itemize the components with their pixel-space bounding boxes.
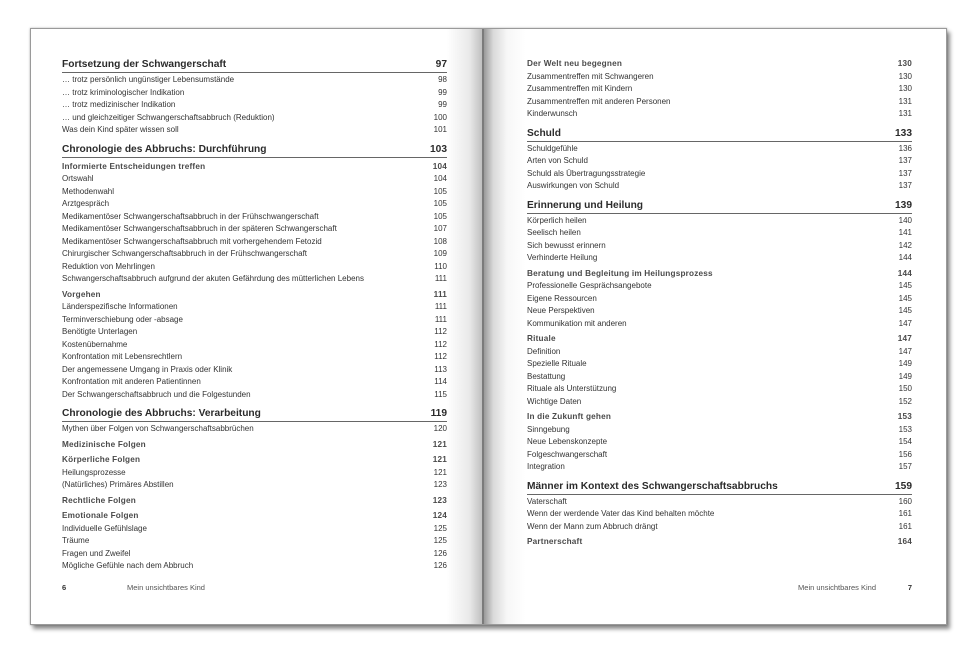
toc-entry-page: 130 [898, 71, 912, 81]
toc-entry [62, 467, 447, 480]
toc-chapter [62, 143, 447, 158]
toc-entry [527, 508, 912, 521]
toc-entry-page: 111 [434, 302, 447, 311]
toc-entry-title: Kostenübernahme [62, 339, 128, 349]
toc-entry-title: Reduktion von Mehrlingen [62, 261, 155, 271]
toc-entry-title: Folgeschwangerschaft [527, 449, 608, 459]
toc-entry-page: 147 [898, 318, 912, 328]
toc-section-page: 124 [432, 511, 447, 520]
toc-entry-title: Schuldgefühle [527, 143, 578, 153]
toc-entry-title: Spezielle Rituale [527, 359, 587, 368]
toc-entry-title: Verhinderte Heilung [527, 253, 598, 262]
toc-entry-title: Fragen und Zweifel [62, 548, 131, 558]
toc-entry-page: 115 [434, 389, 447, 399]
toc-entry-title: Vaterschaft [527, 496, 567, 506]
toc-entry-title: Kinderwunsch [527, 109, 578, 118]
right-footer-title: Mein unsichtbares Kind [798, 583, 876, 592]
toc-entry [527, 215, 912, 228]
toc-entry-page: 126 [433, 561, 447, 570]
toc-entry [62, 523, 447, 536]
toc-entry-page: 131 [898, 109, 912, 118]
toc-entry-title: Rituale als Unterstützung [527, 384, 617, 393]
toc-entry [62, 124, 447, 137]
toc-entry-page: 113 [434, 364, 447, 374]
toc-chapter-title: Männer im Kontext des Schwangerschaftsabbruchs [527, 480, 778, 492]
toc-entry-page: 145 [898, 306, 912, 315]
toc-entry-page: 105 [433, 211, 447, 221]
toc-entry [62, 236, 447, 249]
toc-entry-page: 98 [438, 75, 447, 84]
toc-entry-page: 137 [898, 156, 912, 165]
toc-chapter [527, 480, 912, 495]
toc-entry-title: Definition [527, 346, 561, 356]
toc-entry [527, 143, 912, 156]
toc-entry-title: Terminverschiebung oder -absage [62, 314, 183, 324]
toc-entry [62, 248, 447, 261]
toc-entry [62, 389, 447, 402]
toc-entry-title: Zusammentreffen mit anderen Personen [527, 96, 671, 106]
toc-entry-page: 125 [433, 536, 447, 545]
toc-chapter [62, 407, 447, 422]
toc-entry [62, 211, 447, 224]
toc-entry-title: Seelisch heilen [527, 228, 581, 237]
toc-entry [62, 173, 447, 186]
toc-section-page: 104 [432, 161, 447, 171]
toc-entry-page: 100 [433, 112, 447, 122]
toc-entry-page: 130 [898, 84, 912, 93]
toc-entry [62, 535, 447, 548]
toc-entry [527, 436, 912, 449]
toc-chapter-title: Chronologie des Abbruchs: Verarbeitung [62, 408, 261, 419]
toc-entry-page: 136 [898, 143, 912, 153]
toc-entry [527, 496, 912, 509]
toc-chapter-page: 103 [430, 143, 447, 155]
toc-entry [527, 155, 912, 168]
toc-section-page: 147 [897, 334, 912, 343]
toc-entry [527, 346, 912, 359]
toc-entry-title: … und gleichzeitiger Schwangerschaftsabbruch (Reduktion) [62, 112, 275, 122]
toc-entry [527, 396, 912, 409]
toc-entry-page: 107 [433, 224, 447, 233]
toc-section [62, 161, 447, 174]
toc-entry-title: Länderspezifische Informationen [62, 302, 178, 311]
toc-entry-title: Benötigte Unterlagen [62, 327, 138, 336]
toc-section [62, 495, 447, 508]
toc-section [62, 439, 447, 452]
toc-entry-page: 150 [898, 384, 912, 393]
toc-chapter-page: 119 [430, 408, 447, 419]
toc-entry-title: Der Schwangerschaftsabbruch und die Folgestunden [62, 389, 251, 399]
toc-entry-page: 110 [434, 261, 447, 271]
toc-section [527, 58, 912, 71]
toc-section-page: 111 [433, 289, 447, 299]
toc-entry-page: 142 [898, 240, 912, 250]
toc-entry-title: Medikamentöser Schwangerschaftsabbruch in der späteren Schwangerschaft [62, 224, 337, 233]
toc-entry-page: 131 [898, 96, 912, 106]
toc-entry [527, 305, 912, 318]
toc-entry-page: 109 [433, 249, 447, 258]
toc-entry [62, 339, 447, 352]
toc-entry-page: 111 [434, 274, 447, 283]
toc-entry [527, 83, 912, 96]
toc-entry [62, 364, 447, 377]
toc-chapter [527, 127, 912, 142]
toc-entry [527, 293, 912, 306]
toc-entry [62, 314, 447, 327]
toc-entry-page: 125 [433, 523, 447, 533]
toc-entry-title: Individuelle Gefühlslage [62, 523, 147, 533]
toc-entry-page: 104 [433, 174, 447, 183]
toc-entry-page: 149 [898, 371, 912, 381]
toc-entry-title: Methodenwahl [62, 186, 115, 196]
toc-chapter-page: 133 [895, 127, 912, 139]
toc-entry-page: 153 [898, 424, 912, 434]
toc-entry-title: Eigene Ressourcen [527, 293, 597, 303]
toc-entry-page: 123 [433, 480, 447, 489]
toc-section-title: Beratung und Begleitung im Heilungsprozess [527, 268, 713, 278]
toc-entry [527, 521, 912, 534]
toc-section-title: Informierte Entscheidungen treffen [62, 161, 206, 171]
toc-entry-page: 149 [898, 359, 912, 368]
toc-entry-title: Konfrontation mit anderen Patientinnen [62, 377, 201, 386]
toc-entry-title: Neue Lebenskonzepte [527, 437, 608, 446]
toc-entry-page: 112 [434, 327, 447, 336]
toc-chapter-title: Fortsetzung der Schwangerschaft [62, 59, 227, 70]
toc-chapter-page: 159 [895, 480, 912, 492]
toc-entry-page: 156 [898, 449, 912, 459]
toc-entry [527, 96, 912, 109]
toc-chapter-page: 139 [895, 199, 912, 211]
toc-entry-page: 144 [898, 253, 912, 262]
toc-entry-page: 121 [433, 467, 447, 477]
toc-entry-page: 157 [898, 462, 912, 471]
toc-section-page: 164 [897, 537, 912, 546]
toc-entry [62, 273, 447, 286]
toc-entry-page: 99 [438, 100, 447, 109]
toc-section-page: 121 [432, 439, 447, 449]
toc-entry-page: 101 [433, 125, 447, 134]
toc-entry-page: 126 [433, 548, 447, 558]
toc-entry-title: Mögliche Gefühle nach dem Abbruch [62, 561, 194, 570]
toc-entry-title: Zusammentreffen mit Kindern [527, 84, 633, 93]
toc-entry-title: Der angemessene Umgang in Praxis oder Klinik [62, 364, 233, 374]
toc-entry-title: … trotz kriminologischer Indikation [62, 87, 185, 97]
toc-section-page: 144 [897, 268, 912, 278]
toc-entry [62, 301, 447, 314]
toc-right [527, 58, 912, 549]
toc-entry-page: 137 [898, 181, 912, 190]
toc-entry-page: 105 [433, 186, 447, 196]
toc-entry-title: Auswirkungen von Schuld [527, 181, 620, 190]
toc-entry-title: Konfrontation mit Lebensrechtlern [62, 352, 183, 361]
toc-entry [62, 261, 447, 274]
toc-entry-title: Heilungsprozesse [62, 467, 126, 477]
toc-entry-page: 120 [433, 424, 447, 433]
toc-entry-page: 147 [898, 346, 912, 356]
left-footer-title: Mein unsichtbares Kind [127, 583, 205, 592]
toc-entry [527, 358, 912, 371]
toc-entry [62, 87, 447, 100]
toc-entry-page: 105 [433, 199, 447, 208]
toc-section [527, 333, 912, 346]
toc-entry-title: Wenn der werdende Vater das Kind behalten möchte [527, 509, 715, 518]
toc-entry [527, 371, 912, 384]
toc-entry-title: … trotz medizinischer Indikation [62, 100, 176, 109]
toc-entry [62, 548, 447, 561]
toc-entry-page: 145 [898, 293, 912, 303]
toc-entry [62, 99, 447, 112]
toc-entry-page: 137 [898, 168, 912, 178]
toc-section [527, 268, 912, 281]
toc-left [62, 58, 447, 573]
toc-entry [527, 383, 912, 396]
toc-chapter-title: Chronologie des Abbruchs: Durchführung [62, 143, 267, 155]
toc-section-title: Partnerschaft [527, 537, 583, 546]
toc-section-page: 123 [432, 495, 447, 505]
toc-entry-page: 145 [898, 281, 912, 290]
book-spread [30, 28, 947, 625]
toc-entry-page: 112 [434, 352, 447, 361]
toc-section-title: Der Welt neu begegnen [527, 59, 623, 68]
toc-section-title: Vorgehen [62, 289, 101, 299]
toc-entry-title: Integration [527, 462, 565, 471]
toc-entry-page: 161 [898, 509, 912, 518]
toc-entry [62, 112, 447, 125]
toc-entry [527, 424, 912, 437]
toc-entry-page: 112 [434, 339, 447, 349]
toc-entry [527, 280, 912, 293]
toc-entry-page: 114 [434, 377, 447, 386]
toc-entry-title: Was dein Kind später wissen soll [62, 125, 179, 134]
toc-entry-title: Professionelle Gesprächsangebote [527, 281, 652, 290]
toc-entry [527, 449, 912, 462]
toc-entry-page: 141 [898, 228, 912, 237]
toc-section-title: Körperliche Folgen [62, 455, 141, 464]
toc-entry [62, 351, 447, 364]
toc-entry-title: Körperlich heilen [527, 215, 587, 225]
toc-entry [527, 168, 912, 181]
toc-entry-title: … trotz persönlich ungünstiger Lebensumstände [62, 75, 235, 84]
toc-entry [527, 461, 912, 474]
toc-entry-page: 111 [434, 314, 447, 324]
toc-section-page: 153 [897, 412, 912, 421]
toc-entry-page: 160 [898, 496, 912, 506]
toc-entry [62, 186, 447, 199]
toc-entry [62, 560, 447, 573]
toc-section-page: 121 [432, 455, 447, 464]
toc-section [62, 454, 447, 467]
toc-entry [527, 318, 912, 331]
toc-entry-title: Schwangerschaftsabbruch aufgrund der akuten Gefährdung des mütterlichen Lebens [62, 274, 364, 283]
toc-section [62, 289, 447, 302]
toc-entry-page: 140 [898, 215, 912, 225]
toc-section-title: In die Zukunft gehen [527, 412, 612, 421]
toc-entry-title: Kommunikation mit anderen [527, 318, 627, 328]
toc-entry-title: Sich bewusst erinnern [527, 240, 606, 250]
toc-section-title: Medizinische Folgen [62, 439, 146, 449]
toc-entry-page: 108 [433, 236, 447, 246]
toc-entry-title: Ortswahl [62, 174, 94, 183]
toc-chapter-page: 97 [435, 59, 447, 70]
left-page-number: 6 [62, 583, 67, 592]
toc-entry [527, 108, 912, 121]
toc-entry [62, 223, 447, 236]
toc-entry-title: Mythen über Folgen von Schwangerschaftsabbrüchen [62, 424, 254, 433]
toc-entry [62, 479, 447, 492]
toc-entry-title: Arten von Schuld [527, 156, 588, 165]
toc-entry-title: Wenn der Mann zum Abbruch drängt [527, 521, 658, 531]
toc-entry-title: Schuld als Übertragungsstrategie [527, 168, 646, 178]
toc-entry-title: Medikamentöser Schwangerschaftsabbruch mit vorhergehendem Fetozid [62, 236, 322, 246]
toc-entry [527, 240, 912, 253]
toc-chapter [527, 199, 912, 214]
toc-entry-title: (Natürliches) Primäres Abstillen [62, 480, 174, 489]
right-page [484, 29, 946, 624]
toc-chapter-title: Schuld [527, 127, 561, 139]
toc-section-title: Emotionale Folgen [62, 511, 139, 520]
toc-section [527, 536, 912, 549]
toc-entry [62, 376, 447, 389]
toc-section [62, 510, 447, 523]
toc-section [527, 411, 912, 424]
toc-entry [62, 74, 447, 87]
toc-entry [527, 180, 912, 193]
toc-entry [62, 326, 447, 339]
right-page-number: 7 [907, 583, 912, 592]
toc-entry-page: 152 [898, 396, 912, 406]
toc-entry-title: Bestattung [527, 371, 566, 381]
toc-entry-title: Zusammentreffen mit Schwangeren [527, 71, 654, 81]
toc-chapter-title: Erinnerung und Heilung [527, 199, 644, 211]
toc-entry-title: Chirurgischer Schwangerschaftsabbruch in der Frühschwangerschaft [62, 249, 308, 258]
toc-entry-page: 154 [898, 437, 912, 446]
toc-entry-title: Medikamentöser Schwangerschaftsabbruch in der Frühschwangerschaft [62, 211, 319, 221]
toc-entry [527, 227, 912, 240]
toc-entry-title: Sinngebung [527, 424, 570, 434]
toc-entry-page: 161 [898, 521, 912, 531]
toc-entry [527, 71, 912, 84]
toc-section-page: 130 [897, 59, 912, 68]
toc-section-title: Rechtliche Folgen [62, 495, 136, 505]
toc-entry [62, 423, 447, 436]
left-page [31, 29, 483, 624]
toc-section-title: Rituale [527, 334, 556, 343]
toc-entry-title: Arztgespräch [62, 199, 110, 208]
toc-entry-title: Wichtige Daten [527, 396, 582, 406]
toc-entry [527, 252, 912, 265]
toc-entry-title: Träume [62, 536, 90, 545]
toc-entry-title: Neue Perspektiven [527, 306, 595, 315]
toc-chapter [62, 58, 447, 73]
toc-entry [62, 198, 447, 211]
toc-entry-page: 99 [438, 87, 447, 97]
